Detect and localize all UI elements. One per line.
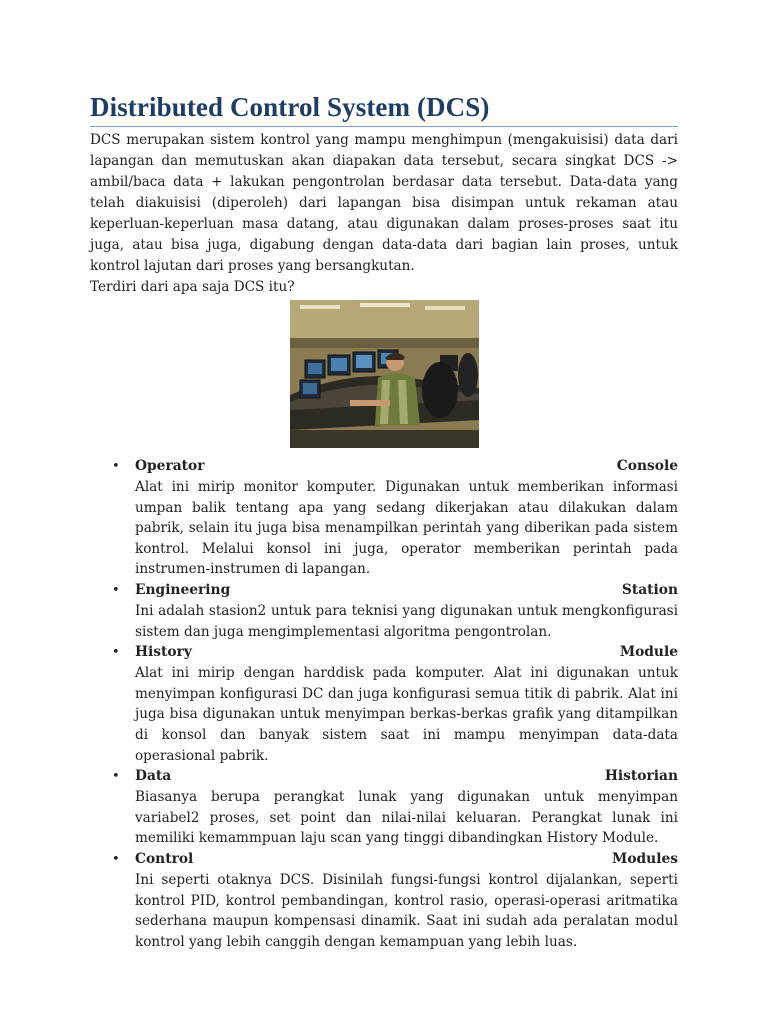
item-heading-left: Control bbox=[135, 850, 194, 867]
title-underline bbox=[90, 126, 678, 127]
item-heading-left: History bbox=[135, 644, 192, 661]
list-item-engineering-station bbox=[90, 580, 678, 642]
item-description: Alat ini mirip dengan harddisk pada komputer. Alat ini digunakan untuk menyimpan konfigurasi DC dan juga konfigurasi semua titik di pabrik. Alat ini juga bisa digunakan untuk menyimpan berkas-berkas grafik yang ditampilkan di konsol dan banyak sistem saat ini mampu menyimpan data-data operasional pabrik. bbox=[135, 665, 678, 764]
control-room-photo bbox=[290, 300, 479, 448]
bullet-icon: • bbox=[112, 645, 120, 661]
item-heading-right: Modules bbox=[612, 850, 678, 867]
list-item-operator-console bbox=[90, 456, 678, 580]
item-heading bbox=[135, 456, 678, 477]
item-heading-right: Console bbox=[616, 458, 678, 474]
list-item-history-module bbox=[90, 642, 678, 766]
bullet-icon: • bbox=[112, 851, 120, 867]
item-heading-right: Module bbox=[619, 644, 678, 661]
intro-paragraph: DCS merupakan sistem kontrol yang mampu menghimpun (mengakuisisi) data dari lapangan dan memutuskan akan diapakan data tersebut, secara singkat DCS -> ambil/baca data + lakukan pengontrolan berdasar data tersebut. Data-data yang telah diakuisisi (diperoleh) dari lapangan bisa disimpan untuk rekaman atau keperluan-keperluan masa datang, atau digunakan dalam proses-proses saat itu juga, atau bisa juga, digabung dengan data-data dari bagian lain proses, untuk kontrol lajutan dari proses yang bersangkutan. bbox=[90, 132, 678, 274]
item-description: Ini adalah stasion2 untuk para teknisi yang digunakan untuk mengkonfigurasi sistem dan juga mengimplementasi algoritma pengontrolan. bbox=[135, 602, 678, 640]
item-heading-left: Engineering bbox=[135, 581, 231, 598]
item-heading bbox=[135, 849, 678, 870]
document-page bbox=[90, 90, 678, 952]
control-room-illustration bbox=[290, 300, 479, 448]
item-heading-right: Station bbox=[621, 581, 678, 598]
item-heading bbox=[135, 580, 678, 601]
item-description: Ini seperti otaknya DCS. Disinilah fungsi-fungsi kontrol dijalankan, seperti kontrol PID, kontrol pembandingan, kontrol rasio, operasi-operasi aritmatika sederhana maupun kompensasi dinamik. Saat ini sudah ada peralatan modul kontrol yang lebih canggih dengan kemampuan yang lebih luas. bbox=[135, 871, 678, 950]
bullet-icon: • bbox=[112, 459, 120, 474]
item-description: Alat ini mirip monitor komputer. Digunakan untuk memberikan informasi umpan balik tentang apa yang sedang dikerjakan atau dilakukan dalam pabrik, selain itu juga bisa menampilkan perintah yang diberikan pada sistem kontrol. Melalui konsol ini juga, operator memberikan perintah pada instrumen-instrumen di lapangan. bbox=[135, 479, 678, 578]
bullet-icon: • bbox=[112, 582, 120, 598]
item-heading-left: Operator bbox=[135, 458, 205, 474]
page-title: Distributed Control System (DCS) bbox=[90, 92, 490, 122]
item-description: Biasanya berupa perangkat lunak yang digunakan untuk menyimpan variabel2 proses, set point dan nilai-nilai keluaran. Perangkat lunak ini memiliki kemammpuan laju scan yang tinggi dibandingkan History Module. bbox=[135, 789, 678, 847]
list-item-data-historian bbox=[90, 766, 678, 849]
list-item-control-modules bbox=[90, 849, 678, 952]
bullet-icon: • bbox=[112, 769, 120, 785]
item-heading bbox=[135, 642, 678, 663]
item-heading bbox=[135, 766, 678, 787]
component-list bbox=[90, 456, 678, 952]
item-heading-left: Data bbox=[135, 768, 172, 785]
question-line: Terdiri dari apa saja DCS itu? bbox=[90, 279, 295, 295]
item-heading-right: Historian bbox=[604, 768, 678, 785]
